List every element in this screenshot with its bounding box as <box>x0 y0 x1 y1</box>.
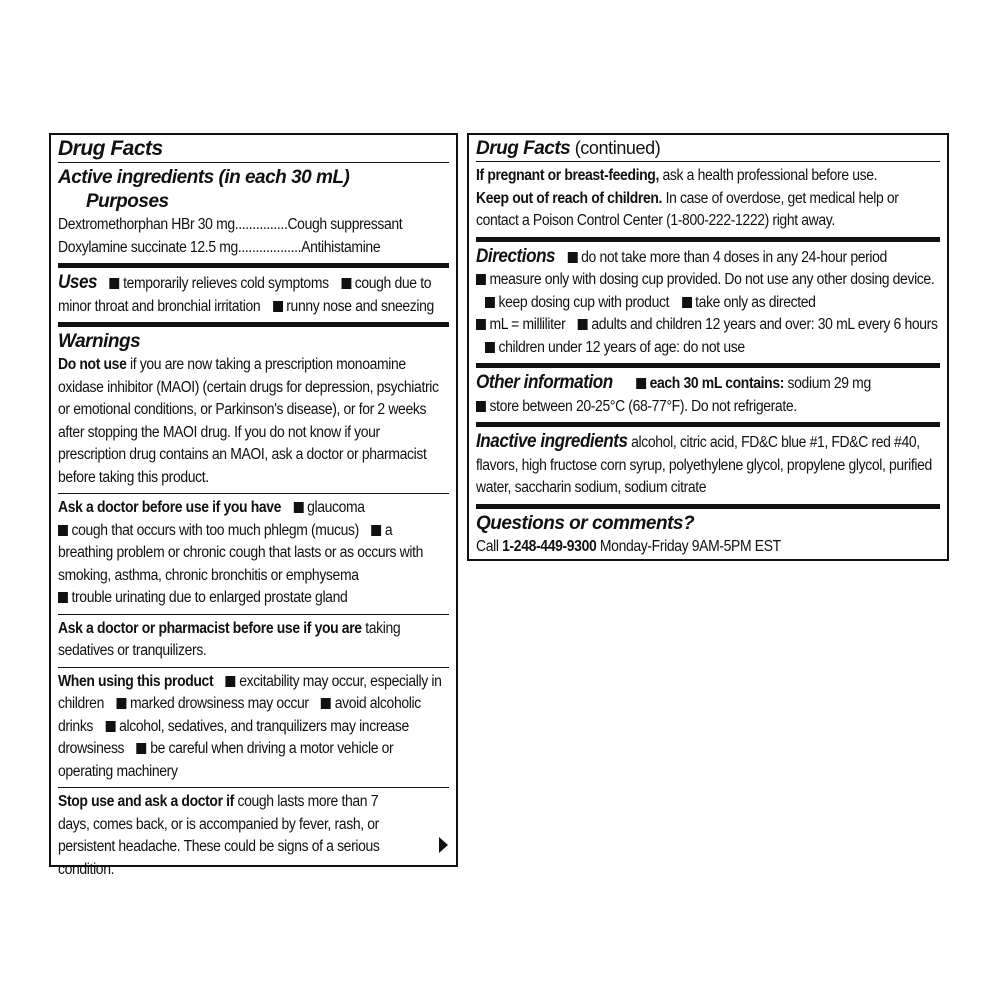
direction-item: measure only with dosing cup provided. Do not use any other dosing device. <box>489 271 935 288</box>
when-using-section <box>58 668 449 789</box>
stop-use-label: Stop use and ask a doctor if <box>58 793 234 810</box>
inactive-ingredients-section <box>476 427 940 509</box>
stop-use-section <box>58 788 449 885</box>
bullet-icon <box>294 502 304 513</box>
bullet-icon <box>58 592 68 603</box>
uses-item: due to minor throat and bronchial irritation <box>58 275 432 315</box>
drug-facts-panel-right <box>467 133 949 561</box>
uses-item: temporarily relieves cold symptoms <box>123 275 329 292</box>
other-information-heading: Other information <box>476 372 613 393</box>
contains-label: each 30 mL contains: <box>649 375 785 392</box>
bullet-icon <box>106 721 116 732</box>
bullet-icon <box>371 525 381 536</box>
bullet-icon <box>485 297 495 308</box>
active-line-1: Dextromethorphan HBr 30 mg...............Cough suppressant <box>58 216 403 233</box>
when-using-item: be careful when driving a motor vehicle or operating machinery <box>58 740 394 780</box>
inactive-ingredients-text: alcohol, citric acid, FD&C blue #1, FD&C red #40, flavors, high fructose corn syrup, polyethylene glycol, propylene glycol, purified water, saccharin sodium, sodium citrate <box>476 434 932 496</box>
direction-item: mL = milliliter <box>489 316 566 333</box>
when-using-label: When using this product <box>58 672 214 690</box>
drug-facts-continued-title: Drug Facts <box>476 138 571 159</box>
bullet-icon <box>578 319 588 330</box>
store-text: store between 20-25°C (68-77°F). Do not refrigerate. <box>489 397 797 415</box>
purposes-heading: Purposes <box>86 191 169 212</box>
when-using-item: excitability may occur, especially in children <box>58 672 442 712</box>
bullet-icon <box>568 252 578 263</box>
ask-pharmacist-section <box>58 615 449 668</box>
when-using-item: alcohol, sedatives, and tranquilizers may increase drowsiness <box>58 717 409 757</box>
bullet-icon <box>341 278 351 289</box>
ask-doctor-item: a breathing problem or chronic cough that lasts or as occurs with smoking, asthma, chronic bronchitis or emphysema <box>58 521 424 584</box>
directions-section <box>476 242 940 369</box>
stop-use-text: cough lasts more than 7 days, comes back, or is accompanied by fever, rash, or persistent headache. These could be signs of a serious condition. <box>58 793 380 878</box>
pregnant-label: If pregnant or breast-feeding, <box>476 167 659 184</box>
bullet-icon <box>476 401 486 412</box>
direction-item: adults and children 12 years and over: 30 mL every 6 hours <box>591 316 938 333</box>
bullet-icon <box>476 274 486 285</box>
directions-heading: Directions <box>476 245 556 267</box>
bullet-icon <box>110 278 120 289</box>
keep-out-text: In case of overdose, get medical help or contact a Poison Control Center (1-800-222-1222) right away. <box>476 189 899 229</box>
warnings-heading: Warnings <box>58 331 141 352</box>
bullet-icon <box>476 319 486 330</box>
when-using-item: avoid alcoholic drinks <box>58 695 421 735</box>
when-using-item: marked drowsiness may occur <box>130 695 309 712</box>
do-not-use-label: Do not use <box>58 356 127 373</box>
active-line-2: Doxylamine succinate 12.5 mg..................Antihistamine <box>58 238 381 256</box>
uses-item: and sneezing <box>355 297 434 315</box>
bullet-icon <box>226 676 236 687</box>
do-not-use-text: if you are now taking a prescription monoamine oxidase inhibitor (MAOI) (certain drugs for depression, psychiatric or emotional conditions, or Parkinson's disease), or for 2 weeks after stopping the MAOI drug. If you do not know if your prescription drug contains an MAOI, ask a doctor or pharmacist before taking this product. <box>58 356 439 486</box>
direction-item: do not take more than 4 doses in any 24-hour period <box>581 248 887 266</box>
bullet-icon <box>137 743 147 754</box>
active-ingredients-heading: Active ingredients (in each 30 mL) <box>58 167 350 188</box>
bullet-icon <box>58 525 68 536</box>
ask-pharmacist-text: taking sedatives or tranquilizers. <box>58 619 401 659</box>
bullet-icon <box>485 342 495 353</box>
continued-label: (continued) <box>574 138 661 158</box>
bullet-icon <box>682 297 692 308</box>
direction-item: keep dosing cup with product <box>498 293 670 311</box>
contains-text: sodium 29 mg <box>787 375 871 392</box>
phone-number: 1-248-449-9300 <box>502 537 597 555</box>
ask-doctor-item: glaucoma <box>307 499 365 516</box>
warnings-section <box>58 327 449 494</box>
pregnancy-section <box>476 162 940 242</box>
active-ingredients-section <box>58 163 449 268</box>
bullet-icon <box>321 698 331 709</box>
ask-doctor-item: cough that occurs with too much phlegm (mucus) <box>71 521 359 539</box>
continued-arrow-icon <box>439 837 448 853</box>
keep-out-label: Keep out of reach of children. <box>476 189 663 207</box>
hours-text: Monday-Friday 9AM-5PM EST <box>599 537 781 555</box>
questions-section <box>476 509 940 563</box>
uses-section <box>58 268 449 327</box>
other-information-section <box>476 368 940 427</box>
questions-heading: Questions or comments? <box>476 512 695 534</box>
drug-facts-title: Drug Facts <box>58 137 163 160</box>
uses-item: cough <box>354 275 391 292</box>
uses-item: runny nose <box>286 297 352 315</box>
inactive-ingredients-heading: Inactive ingredients <box>476 431 628 452</box>
bullet-icon <box>117 698 127 709</box>
ask-doctor-label: Ask a doctor before use if you have <box>58 499 282 516</box>
direction-item: take only as directed <box>695 293 816 311</box>
bullet-icon <box>273 301 283 312</box>
ask-doctor-item: trouble urinating due to enlarged prostate gland <box>71 589 348 606</box>
pregnant-text: ask a health professional before use. <box>662 167 878 184</box>
uses-heading: Uses <box>58 272 98 293</box>
ask-pharmacist-label: Ask a doctor or pharmacist before use if you are <box>58 619 362 637</box>
bullet-icon <box>636 378 646 389</box>
ask-doctor-section <box>58 494 449 615</box>
call-prefix: Call <box>476 537 499 555</box>
drug-facts-panel-left <box>49 133 458 878</box>
direction-item: children under 12 years of age: do not use <box>498 338 745 356</box>
